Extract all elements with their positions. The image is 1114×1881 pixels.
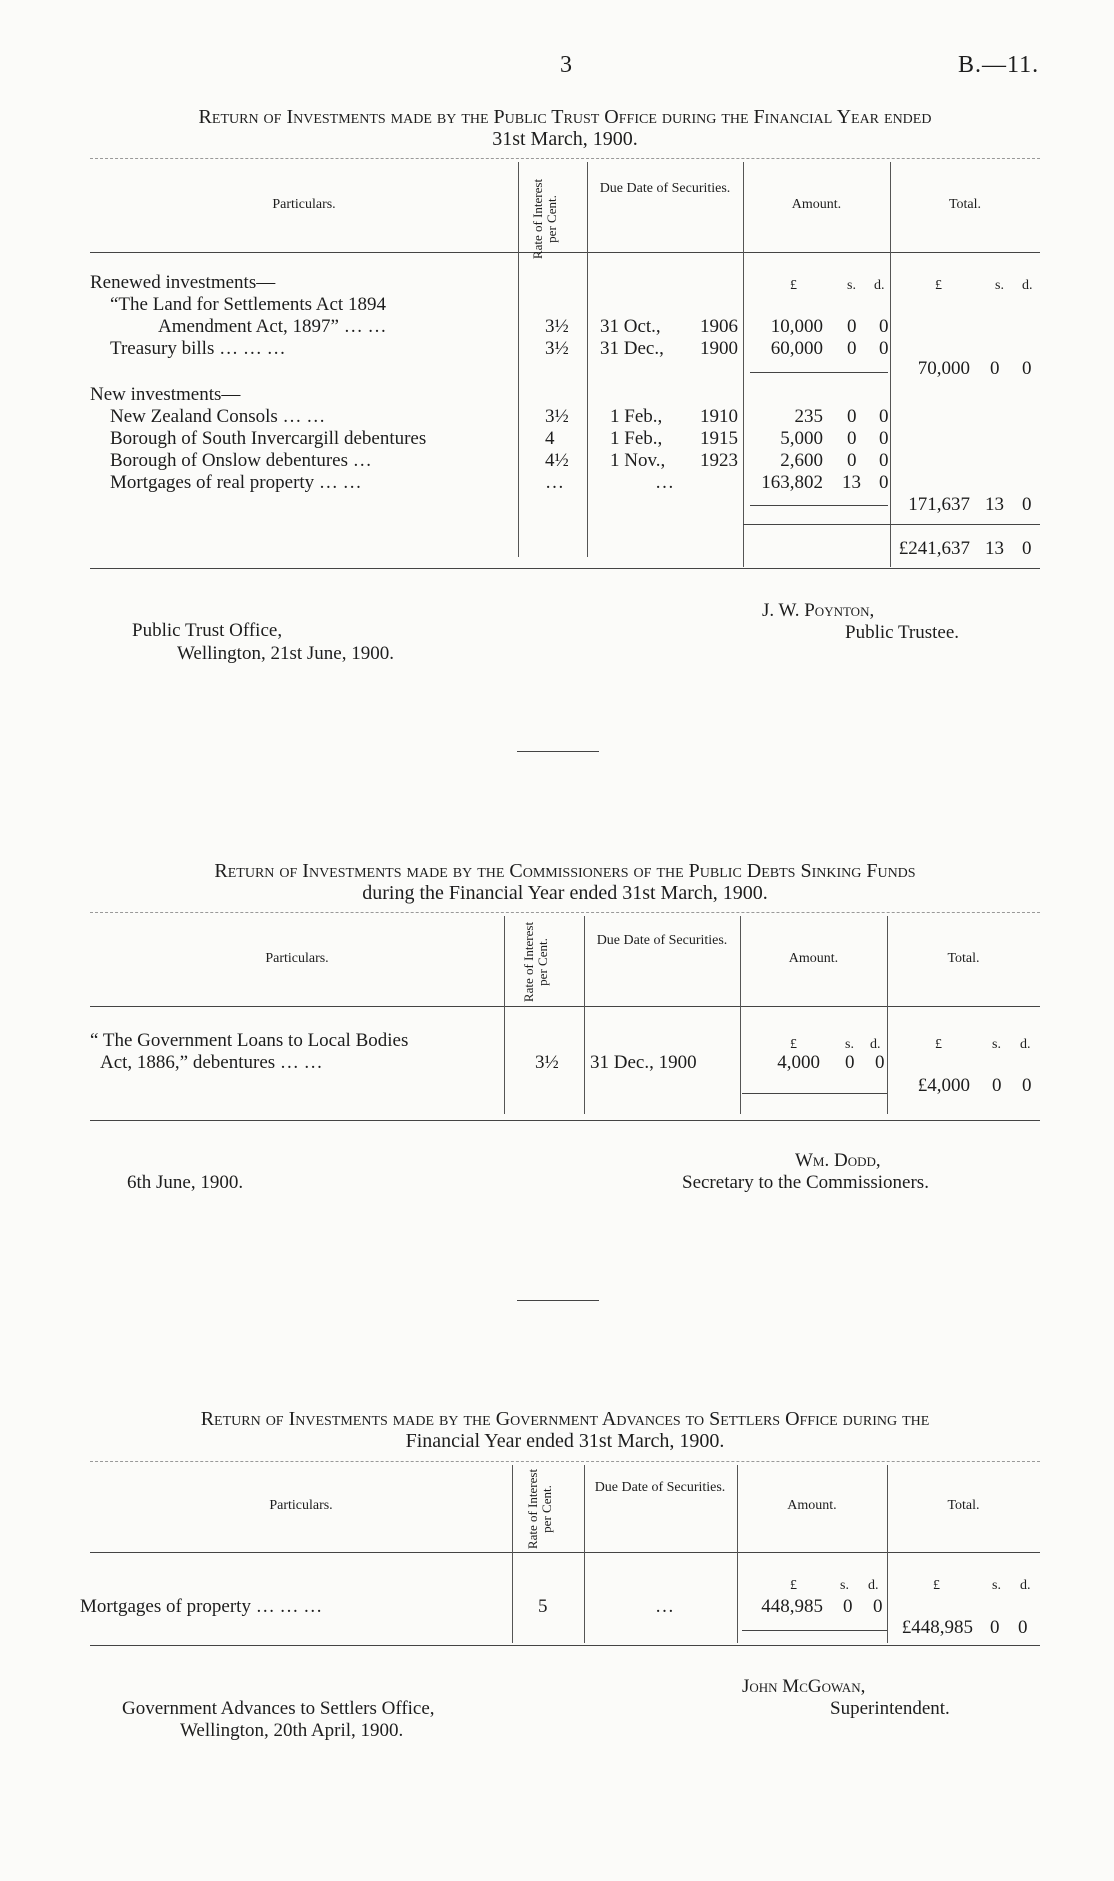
total-shillings: 0 — [992, 1075, 1002, 1096]
row-particulars: “ The Government Loans to Local Bodies — [90, 1030, 409, 1051]
page-number: 3 — [560, 52, 572, 78]
subtotal-pence: 0 — [1022, 494, 1032, 515]
row-rate: 3½ — [545, 338, 569, 359]
row-particulars: New Zealand Consols … … — [110, 406, 326, 427]
row-rate: 4½ — [545, 450, 569, 471]
subtotal-pence: 0 — [1022, 358, 1032, 379]
row-due-date: 1 Nov., — [610, 450, 666, 471]
header-total: Total. — [948, 197, 982, 212]
section-title: Return of Investments made by the Commissioners of the Public Debts Sinking Funds — [214, 860, 916, 882]
row-due-date: … — [655, 472, 674, 493]
total-pence: 0 — [1018, 1617, 1028, 1638]
unit-pence: d. — [870, 1037, 881, 1052]
row-particulars: Mortgages of property … … … — [80, 1596, 323, 1617]
unit-pound: £ — [790, 278, 797, 293]
grand-total-shillings: 13 — [985, 538, 1004, 559]
row-due-date: 1 Feb., — [610, 428, 663, 449]
row-shillings: 0 — [847, 316, 857, 337]
unit-pound: £ — [933, 1578, 940, 1593]
row-particulars: “The Land for Settlements Act 1894 — [110, 294, 386, 315]
column-divider — [584, 916, 585, 1114]
column-divider — [584, 1465, 585, 1643]
row-pence: 0 — [879, 316, 889, 337]
header-rate: Rate of Interest per Cent. — [525, 1468, 554, 1550]
unit-shillings: s. — [840, 1578, 849, 1593]
grand-total-pence: 0 — [1022, 538, 1032, 559]
subtotal-amount: 171,637 — [908, 494, 970, 515]
section-title: Return of Investments made by the Public Trust Office during the Financial Year ended — [198, 106, 932, 128]
header-total: Total. — [947, 1498, 980, 1513]
group-label-new: New investments— — [90, 384, 241, 405]
subtotal-rule — [750, 372, 888, 373]
row-shillings: 0 — [847, 428, 857, 449]
row-amount: 235 — [794, 406, 823, 427]
row-pence: 0 — [879, 428, 889, 449]
row-pence: 0 — [879, 472, 889, 493]
row-particulars: Borough of South Invercargill debentures — [110, 428, 427, 449]
grand-total-rule — [743, 524, 1040, 525]
unit-shillings: s. — [847, 278, 856, 293]
table-top-rule — [90, 912, 1040, 913]
table-top-rule — [90, 1461, 1040, 1462]
unit-pound: £ — [790, 1037, 797, 1052]
row-rate: 4 — [545, 428, 555, 449]
header-particulars: Particulars. — [265, 951, 329, 966]
row-shillings: 13 — [842, 472, 861, 493]
row-pence: 0 — [879, 406, 889, 427]
unit-shillings: s. — [992, 1578, 1001, 1593]
column-divider — [504, 916, 505, 1114]
total-shillings: 0 — [990, 1617, 1000, 1638]
total-pence: 0 — [1022, 1075, 1032, 1096]
row-due-date: 31 Oct., — [600, 316, 661, 337]
section-subtitle: 31st March, 1900. — [492, 128, 638, 150]
row-rate: 3½ — [545, 406, 569, 427]
column-divider — [518, 162, 519, 557]
row-amount: 60,000 — [770, 338, 823, 359]
row-particulars: Borough of Onslow debentures … — [110, 450, 372, 471]
header-rate: Rate of Interest per Cent. — [521, 921, 550, 1003]
row-shillings: 0 — [847, 406, 857, 427]
column-divider — [743, 162, 744, 567]
section-separator — [517, 1300, 599, 1301]
row-rate: 5 — [538, 1596, 548, 1617]
header-amount: Amount. — [787, 1498, 837, 1513]
return-date: 6th June, 1900. — [127, 1172, 244, 1193]
signatory-name: J. W. Poynton, — [762, 600, 875, 621]
group-label-renewed: Renewed investments— — [90, 272, 276, 293]
header-due-date: Due Date of Securities. — [599, 181, 731, 196]
column-divider — [890, 162, 891, 567]
row-rate: 3½ — [545, 316, 569, 337]
office-name: Government Advances to Settlers Office, — [122, 1698, 435, 1719]
row-particulars: Mortgages of real property … … — [110, 472, 362, 493]
office-place-date: Wellington, 21st June, 1900. — [177, 643, 394, 664]
row-amount: 5,000 — [780, 428, 823, 449]
subtotal-rule — [742, 1093, 887, 1094]
row-due-date: … — [655, 1596, 674, 1617]
subtotal-rule — [742, 1630, 887, 1631]
unit-pence: d. — [1020, 1037, 1031, 1052]
unit-shillings: s. — [992, 1037, 1001, 1052]
unit-pound: £ — [790, 1578, 797, 1593]
header-amount: Amount. — [791, 197, 842, 212]
row-due-year: 1900 — [700, 338, 738, 359]
row-amount: 10,000 — [770, 316, 823, 337]
column-divider — [740, 916, 741, 1114]
unit-shillings: s. — [995, 278, 1004, 293]
row-due-date: 1 Feb., — [610, 406, 663, 427]
table-bottom-rule — [90, 1120, 1040, 1121]
table-top-rule — [90, 158, 1040, 159]
unit-pound: £ — [935, 278, 942, 293]
row-due-date: 31 Dec., — [600, 338, 664, 359]
row-pence: 0 — [879, 450, 889, 471]
header-total: Total. — [947, 951, 980, 966]
header-rate: Rate of Interest per Cent. — [530, 178, 559, 260]
row-amount: 4,000 — [777, 1052, 820, 1073]
unit-pence: d. — [1022, 278, 1033, 293]
table-bottom-rule — [90, 568, 1040, 569]
header-amount: Amount. — [788, 951, 839, 966]
unit-pence: d. — [1020, 1578, 1031, 1593]
row-rate: … — [545, 472, 564, 493]
column-divider — [587, 162, 588, 557]
unit-pound: £ — [935, 1037, 942, 1052]
row-due-year: 1923 — [700, 450, 738, 471]
row-amount: 2,600 — [780, 450, 823, 471]
signatory-name: John McGowan, — [742, 1676, 866, 1697]
subtotal-shillings: 13 — [985, 494, 1004, 515]
signatory-title: Secretary to the Commissioners. — [682, 1172, 929, 1193]
header-particulars: Particulars. — [272, 197, 336, 212]
row-due-year: 1915 — [700, 428, 738, 449]
section-subtitle: Financial Year ended 31st March, 1900. — [405, 1430, 725, 1452]
row-due-year: 1910 — [700, 406, 738, 427]
section-title: Return of Investments made by the Government Advances to Settlers Office during the — [200, 1408, 930, 1430]
unit-shillings: s. — [845, 1037, 854, 1052]
document-reference: B.—11. — [958, 52, 1040, 78]
section-separator — [517, 751, 599, 752]
total-amount: £448,985 — [901, 1617, 973, 1638]
subtotal-amount: 70,000 — [917, 358, 970, 379]
row-particulars-cont: Act, 1886,” debentures … … — [100, 1052, 323, 1073]
row-shillings: 0 — [845, 1052, 855, 1073]
row-particulars-cont: Amendment Act, 1897” … … — [158, 316, 387, 337]
row-due-date: 31 Dec., 1900 — [590, 1052, 697, 1073]
header-due-date: Due Date of Securities. — [594, 1480, 726, 1495]
total-amount: £4,000 — [917, 1075, 970, 1096]
row-particulars: Treasury bills … … … — [110, 338, 286, 359]
column-divider — [512, 1465, 513, 1643]
row-shillings: 0 — [843, 1596, 853, 1617]
office-place-date: Wellington, 20th April, 1900. — [180, 1720, 404, 1741]
office-name: Public Trust Office, — [132, 620, 283, 641]
signatory-title: Superintendent. — [830, 1698, 950, 1719]
subtotal-shillings: 0 — [990, 358, 1000, 379]
row-shillings: 0 — [847, 450, 857, 471]
unit-pence: d. — [874, 278, 885, 293]
row-amount: 448,985 — [761, 1596, 823, 1617]
row-due-year: 1906 — [700, 316, 738, 337]
row-shillings: 0 — [847, 338, 857, 359]
table-bottom-rule — [90, 1645, 1040, 1646]
header-particulars: Particulars. — [269, 1498, 333, 1513]
header-due-date: Due Date of Securities. — [596, 933, 728, 948]
signatory-title: Public Trustee. — [845, 622, 960, 643]
subtotal-rule — [750, 505, 888, 506]
grand-total-amount: £241,637 — [898, 538, 970, 559]
section-subtitle: during the Financial Year ended 31st March, 1900. — [362, 882, 768, 904]
unit-pence: d. — [868, 1578, 879, 1593]
row-pence: 0 — [879, 338, 889, 359]
row-amount: 163,802 — [761, 472, 823, 493]
row-pence: 0 — [875, 1052, 885, 1073]
signatory-name: Wm. Dodd, — [795, 1150, 881, 1171]
row-rate: 3½ — [535, 1052, 559, 1073]
row-pence: 0 — [873, 1596, 883, 1617]
column-divider — [887, 916, 888, 1114]
